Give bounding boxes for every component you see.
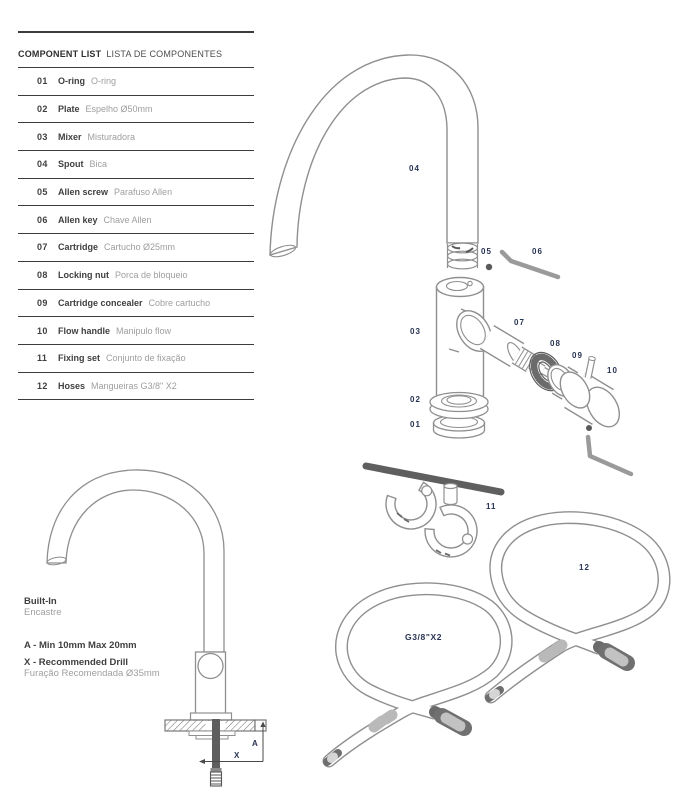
component-num: 06 [37, 214, 48, 225]
component-desc: Conjunto de fixação [106, 353, 186, 364]
component-name: Allen screw [58, 187, 109, 198]
component-row-05 [18, 179, 254, 207]
component-num: 09 [37, 297, 48, 308]
part-label-07: 07 [514, 318, 525, 327]
component-row-01 [18, 68, 254, 96]
component-row-03 [18, 123, 254, 151]
component-num: 10 [37, 325, 48, 336]
part-label-08: 08 [550, 339, 561, 348]
component-row-06 [18, 206, 254, 234]
component-row-10 [18, 317, 254, 345]
component-name: Hoses [58, 380, 86, 391]
component-num: 02 [37, 104, 48, 115]
component-desc: O-ring [91, 76, 117, 87]
part-label-03: 03 [410, 327, 421, 336]
part-label-09: 09 [572, 351, 583, 360]
fixing-set-drawing [366, 466, 501, 557]
component-desc: Cobre cartucho [148, 297, 211, 308]
component-num: 11 [37, 353, 48, 364]
dimension-x-label: X [234, 751, 240, 760]
component-num: 05 [37, 187, 48, 198]
component-row-11 [18, 345, 254, 373]
component-row-12 [18, 373, 254, 401]
component-desc: Chave Allen [103, 214, 152, 225]
plate-drawing [430, 393, 488, 419]
hose-left-drawing [327, 589, 506, 762]
dimension-a-label: A [252, 739, 258, 748]
part-label-02: 02 [410, 395, 421, 404]
component-desc: Manipulo flow [116, 325, 172, 336]
component-desc: Espelho Ø50mm [85, 104, 153, 115]
spout-connector-drawing [448, 243, 478, 269]
component-list [18, 31, 254, 400]
dimension-x-subnote: Furação Recomendada Ø35mm [24, 668, 160, 679]
built-in-title: Built-In [24, 596, 57, 607]
component-name: Spout [58, 159, 84, 170]
component-desc: Porca de bloqueio [115, 270, 188, 281]
part-label-05: 05 [481, 247, 492, 256]
part-label-10: 10 [607, 366, 618, 375]
built-in-notes [24, 596, 160, 679]
component-name: Fixing set [58, 353, 101, 364]
component-list-header [18, 31, 254, 68]
allen-screw-drawing [486, 264, 492, 270]
component-list-title-pt: LISTA DE COMPONENTES [106, 49, 223, 59]
component-row-09 [18, 290, 254, 318]
component-list-title-en: COMPONENT LIST [18, 49, 102, 59]
component-num: 08 [37, 270, 48, 281]
part-label-11: 11 [486, 502, 497, 511]
component-desc: Cartucho Ø25mm [104, 242, 176, 253]
part-label-04: 04 [409, 164, 420, 173]
component-row-02 [18, 96, 254, 124]
spout-drawing [269, 55, 478, 259]
component-row-04 [18, 151, 254, 179]
component-desc: Misturadora [87, 131, 136, 142]
handle-screw-and-key-drawing [586, 425, 631, 474]
component-name: Allen key [58, 214, 98, 225]
hose-size-label: G3/8"X2 [405, 632, 443, 642]
component-name: Flow handle [58, 325, 111, 336]
component-name: Cartridge [58, 242, 99, 253]
component-name: O-ring [58, 76, 85, 87]
component-row-08 [18, 262, 254, 290]
component-name: Plate [58, 104, 80, 115]
component-name: Mixer [58, 131, 82, 142]
component-desc: Bica [89, 159, 108, 170]
component-num: 12 [37, 380, 48, 391]
component-num: 01 [37, 76, 48, 87]
component-num: 03 [37, 131, 48, 142]
part-label-06: 06 [532, 247, 543, 256]
component-name: Cartridge concealer [58, 297, 143, 308]
component-desc: Mangueiras G3/8" X2 [91, 380, 177, 391]
component-row-07 [18, 234, 254, 262]
component-name: Locking nut [58, 270, 109, 281]
dimension-x-note: X - Recommended Drill [24, 657, 128, 668]
allen-key-drawing [502, 252, 558, 277]
hose-right-drawing [489, 518, 664, 698]
component-desc: Parafuso Allen [114, 187, 173, 198]
component-num: 04 [37, 159, 48, 170]
part-label-01: 01 [410, 420, 421, 429]
part-label-12: 12 [579, 563, 590, 572]
component-num: 07 [37, 242, 48, 253]
dimension-a-note: A - Min 10mm Max 20mm [24, 640, 137, 651]
built-in-subtitle: Encastre [24, 607, 62, 618]
